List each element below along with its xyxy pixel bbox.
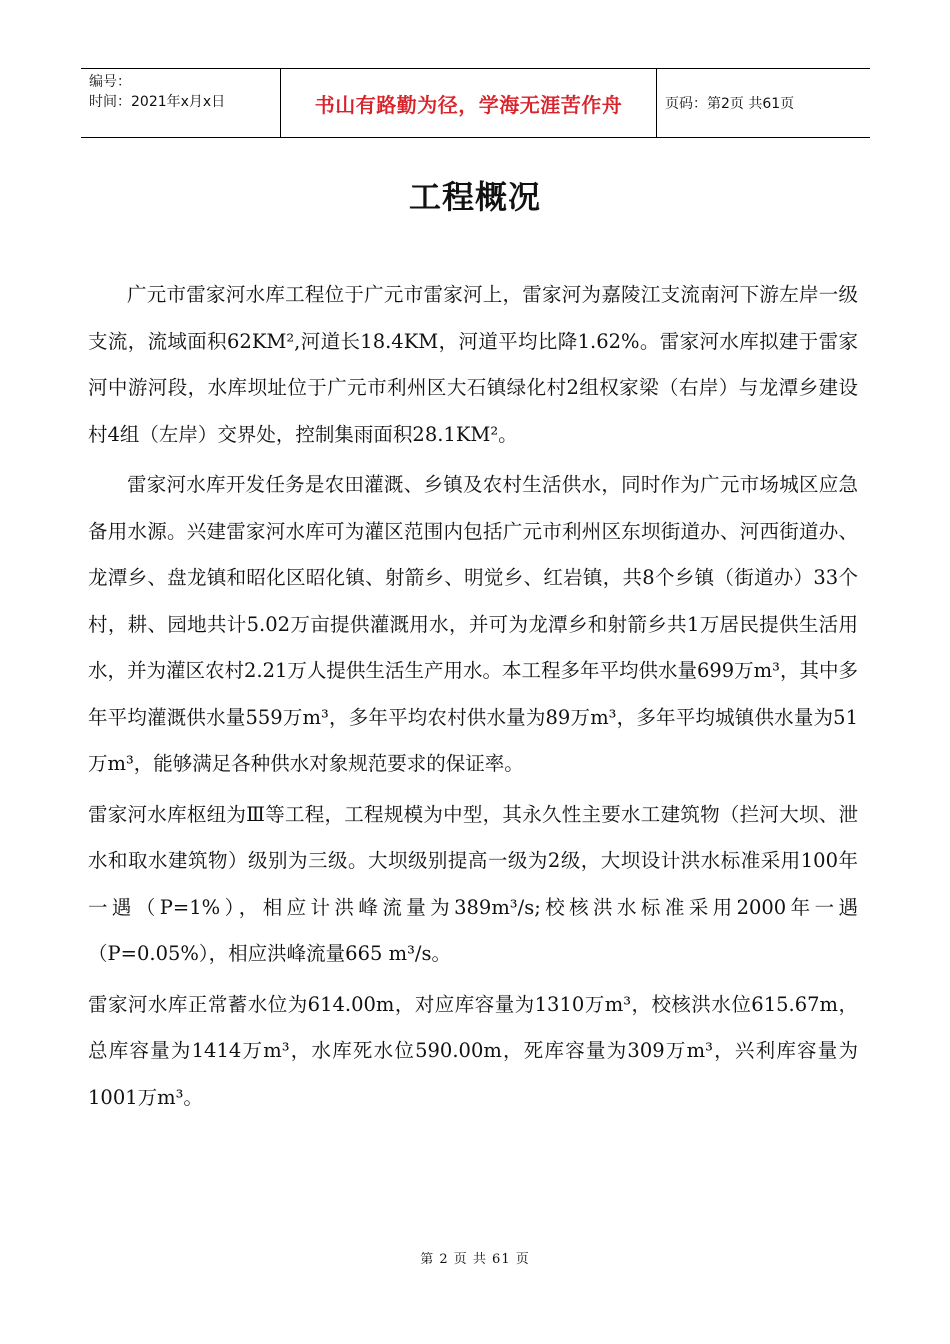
document-body [88,272,858,1125]
page-footer: 第 2 页 共 61 页 [420,1252,530,1267]
header-motto-cell [281,69,657,137]
paragraph-location: 广元市雷家河水库工程位于广元市雷家河上，雷家河为嘉陵江支流南河下游左岸一级支流，流域面积62KM²,河道长18.4KM，河道平均比降1.62%。雷家河水库拟建于雷家河中游河段，水库坝址位于广元市利州区大石镇绿化村2组权家梁（右岸）与龙潭乡建设村4组（左岸）交界处，控制集雨面积28.1KM²。 [88,283,858,446]
date-label: 时间：2021年x月x日 [89,94,226,110]
header-motto: 书山有路勤为径，学海无涯苦作舟 [314,92,623,117]
page-info: 页码：第2页 共61页 [665,96,795,112]
document-title: 工程概况 [408,178,541,216]
code-label: 编号： [89,74,131,90]
header-meta [81,69,281,137]
page-header [81,68,870,138]
paragraph-grade: 雷家河水库枢纽为Ⅲ等工程，工程规模为中型，其永久性主要水工建筑物（拦河大坝、泄水和取水建筑物）级别为三级。大坝级别提高一级为2级，大坝设计洪水标准采用100年一遇（P=1%），相应计洪峰流量为389m³/s;校核洪水标准采用2000年一遇（P=0.05%），相应洪峰流量665 m³/s。 [88,802,858,965]
header-page-info-cell [657,69,870,137]
paragraph-tasks: 雷家河水库开发任务是农田灌溉、乡镇及农村生活供水，同时作为广元市场城区应急备用水源。兴建雷家河水库可为灌区范围内包括广元市利州区东坝街道办、河西街道办、龙潭乡、盘龙镇和昭化区昭化镇、射箭乡、明觉乡、红岩镇，共8个乡镇（街道办）33个村，耕、园地共计5.02万亩提供灌溉用水，并可为龙潭乡和射箭乡共1万居民提供生活用水，并为灌区农村2.21万人提供生活生产用水。本工程多年平均供水量699万m³，其中多年平均灌溉供水量559万m³，多年平均农村供水量为89万m³，多年平均城镇供水量为51万m³，能够满足各种供水对象规范要求的保证率。 [88,473,858,775]
paragraph-capacity: 雷家河水库正常蓄水位为614.00m，对应库容量为1310万m³，校核洪水位615.67m，总库容量为1414万m³，水库死水位590.00m，死库容量为309万m³，兴利库容量为1001万m³。 [88,992,858,1109]
